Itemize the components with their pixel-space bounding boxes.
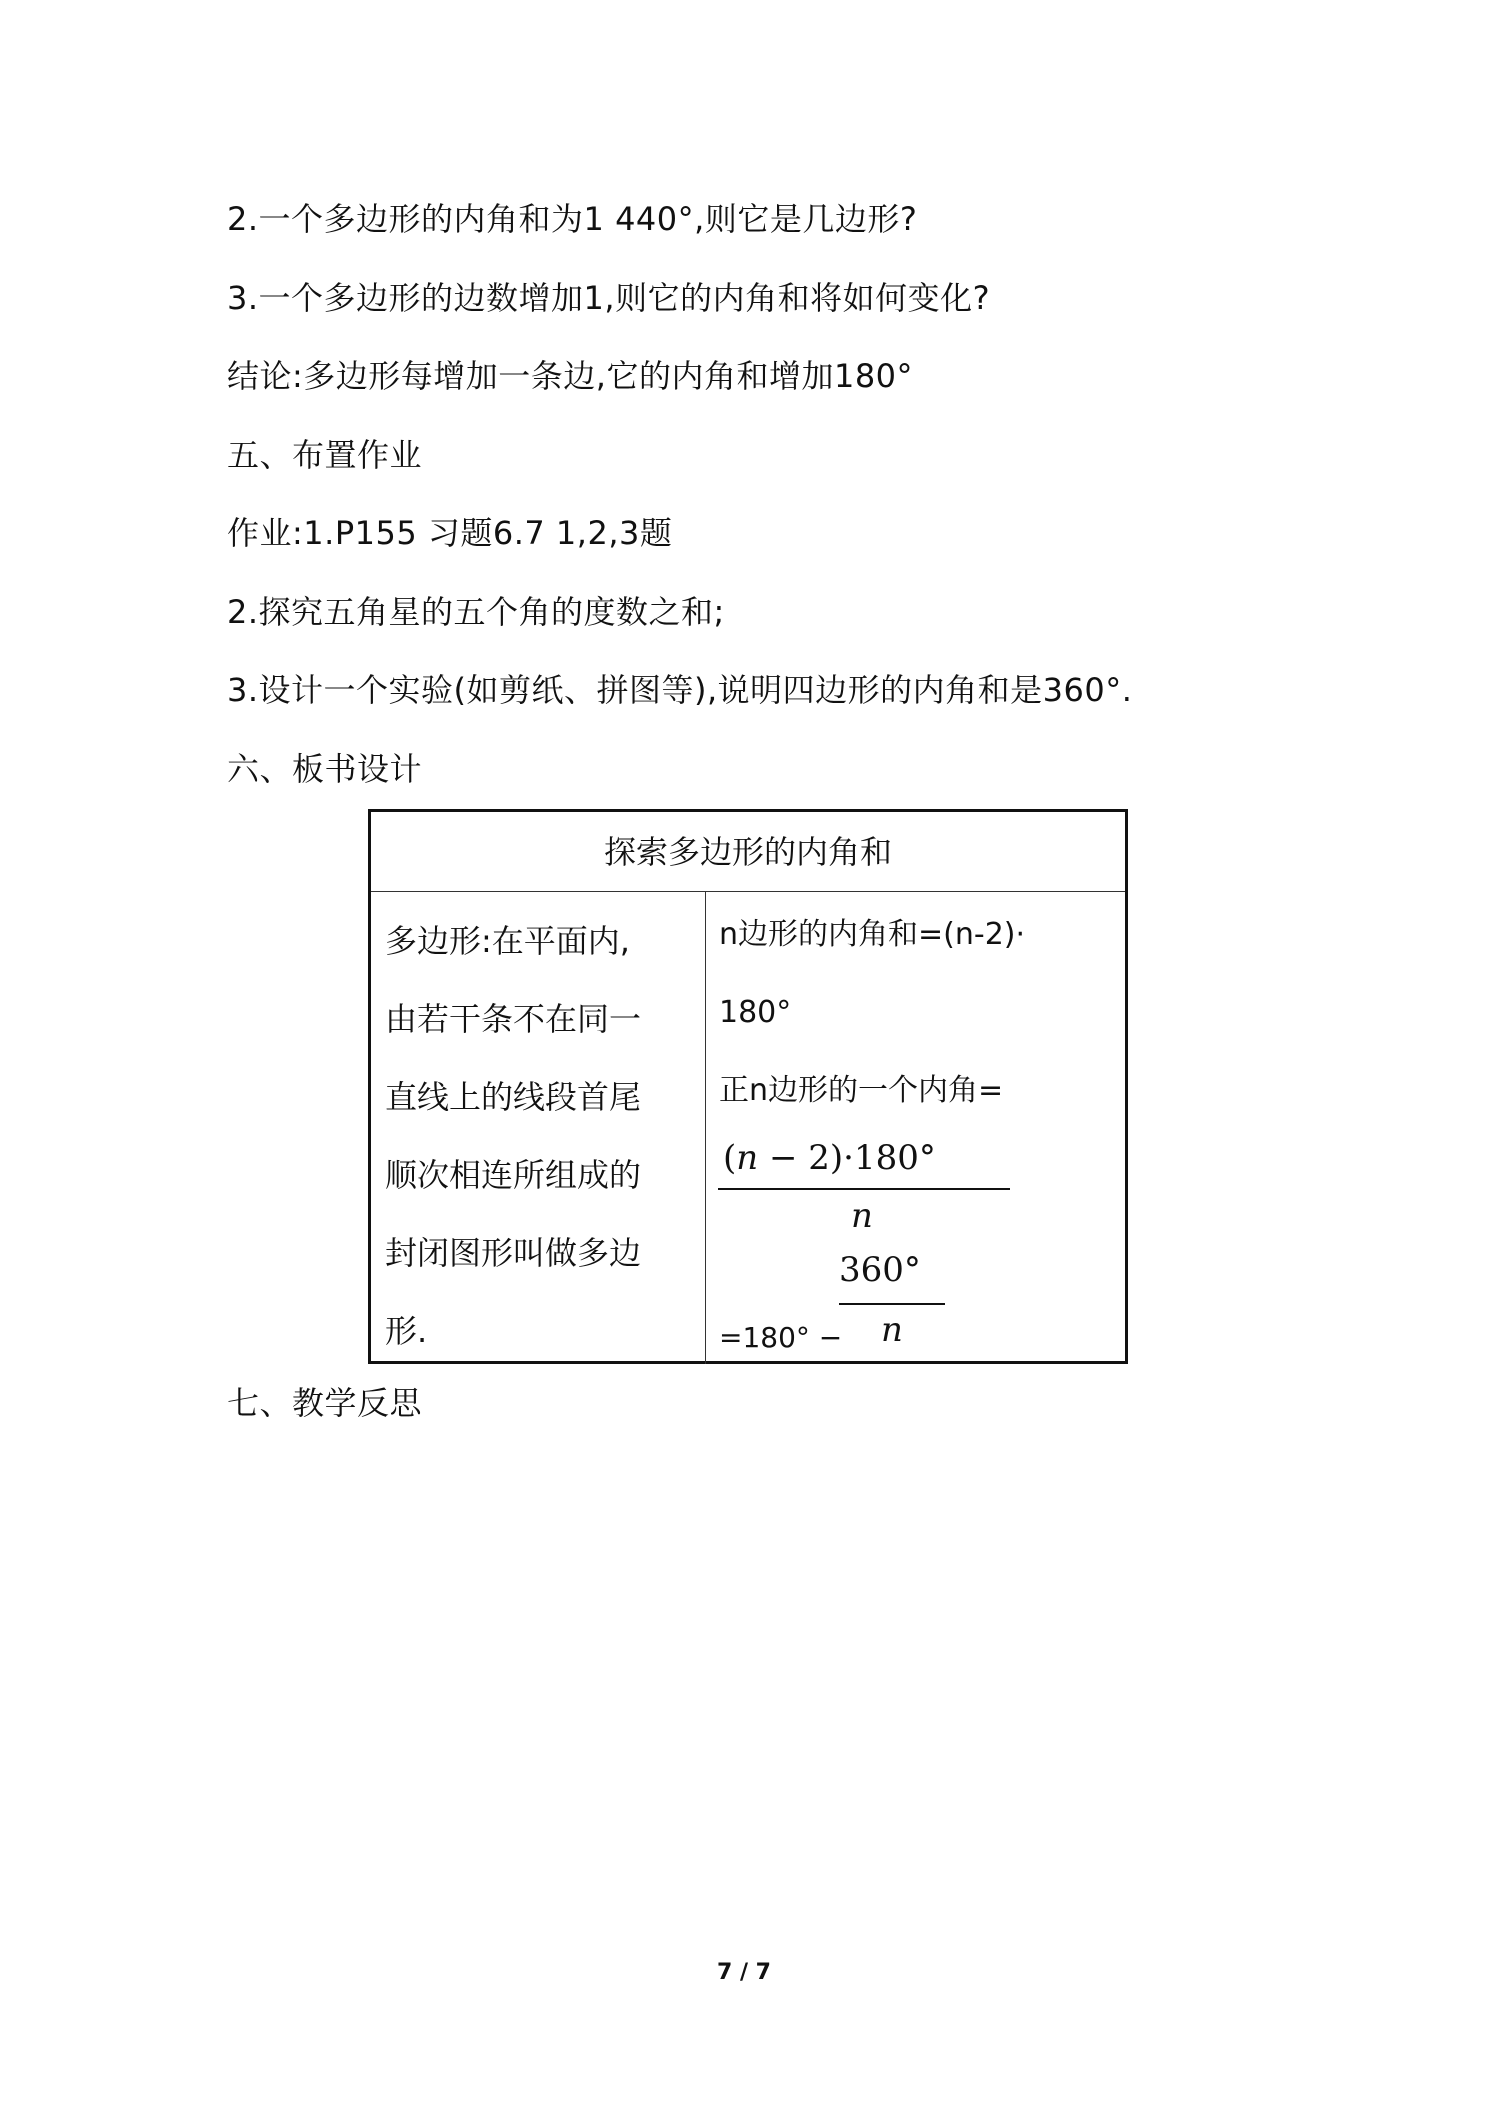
interior-angle-sum-formula-cont: 180°	[719, 995, 792, 1030]
homework-3: 3.设计一个实验(如剪纸、拼图等),说明四边形的内角和是360°.	[227, 671, 1133, 709]
regular-polygon-angle-label: 正n边形的一个内角=	[719, 1073, 1004, 1108]
exercise-2: 2.一个多边形的内角和为1 440°,则它是几边形?	[227, 200, 918, 238]
section-seven-heading: 七、教学反思	[227, 1384, 423, 1422]
fraction-1-numerator: (𝑛 − 2)·180°	[723, 1138, 936, 1178]
fraction-2-denominator: n	[881, 1310, 903, 1350]
column-divider	[705, 892, 706, 1364]
homework-2: 2.探究五角星的五个角的度数之和;	[227, 593, 725, 631]
definition-line: 由若干条不在同一	[385, 1000, 642, 1038]
fraction-2-numerator: 360°	[839, 1250, 921, 1290]
fraction-2-bar	[839, 1303, 945, 1305]
blackboard-design-table	[368, 809, 1128, 1364]
exercise-3: 3.一个多边形的边数增加1,则它的内角和将如何变化?	[227, 279, 991, 317]
page-number: 7 / 7	[717, 1960, 771, 1985]
section-five-heading: 五、布置作业	[227, 436, 423, 474]
definition-line: 顺次相连所组成的	[385, 1156, 642, 1194]
homework-1: 作业:1.P155 习题6.7 1,2,3题	[227, 514, 673, 552]
section-six-heading: 六、板书设计	[227, 750, 423, 788]
fraction-2-lead: =180° −	[719, 1321, 843, 1354]
fraction-1-bar	[718, 1188, 1010, 1190]
board-title: 探索多边形的内角和	[371, 812, 1125, 892]
definition-line: 多边形:在平面内,	[385, 922, 630, 960]
conclusion: 结论:多边形每增加一条边,它的内角和增加180°	[227, 357, 914, 395]
definition-line: 封闭图形叫做多边	[385, 1234, 642, 1272]
polygon-definition	[385, 902, 685, 1370]
definition-line: 直线上的线段首尾	[385, 1078, 642, 1116]
definition-line: 形.	[385, 1312, 428, 1350]
interior-angle-sum-formula: n边形的内角和=(n-2)·	[719, 917, 1026, 952]
fraction-1-denominator: n	[851, 1196, 873, 1236]
